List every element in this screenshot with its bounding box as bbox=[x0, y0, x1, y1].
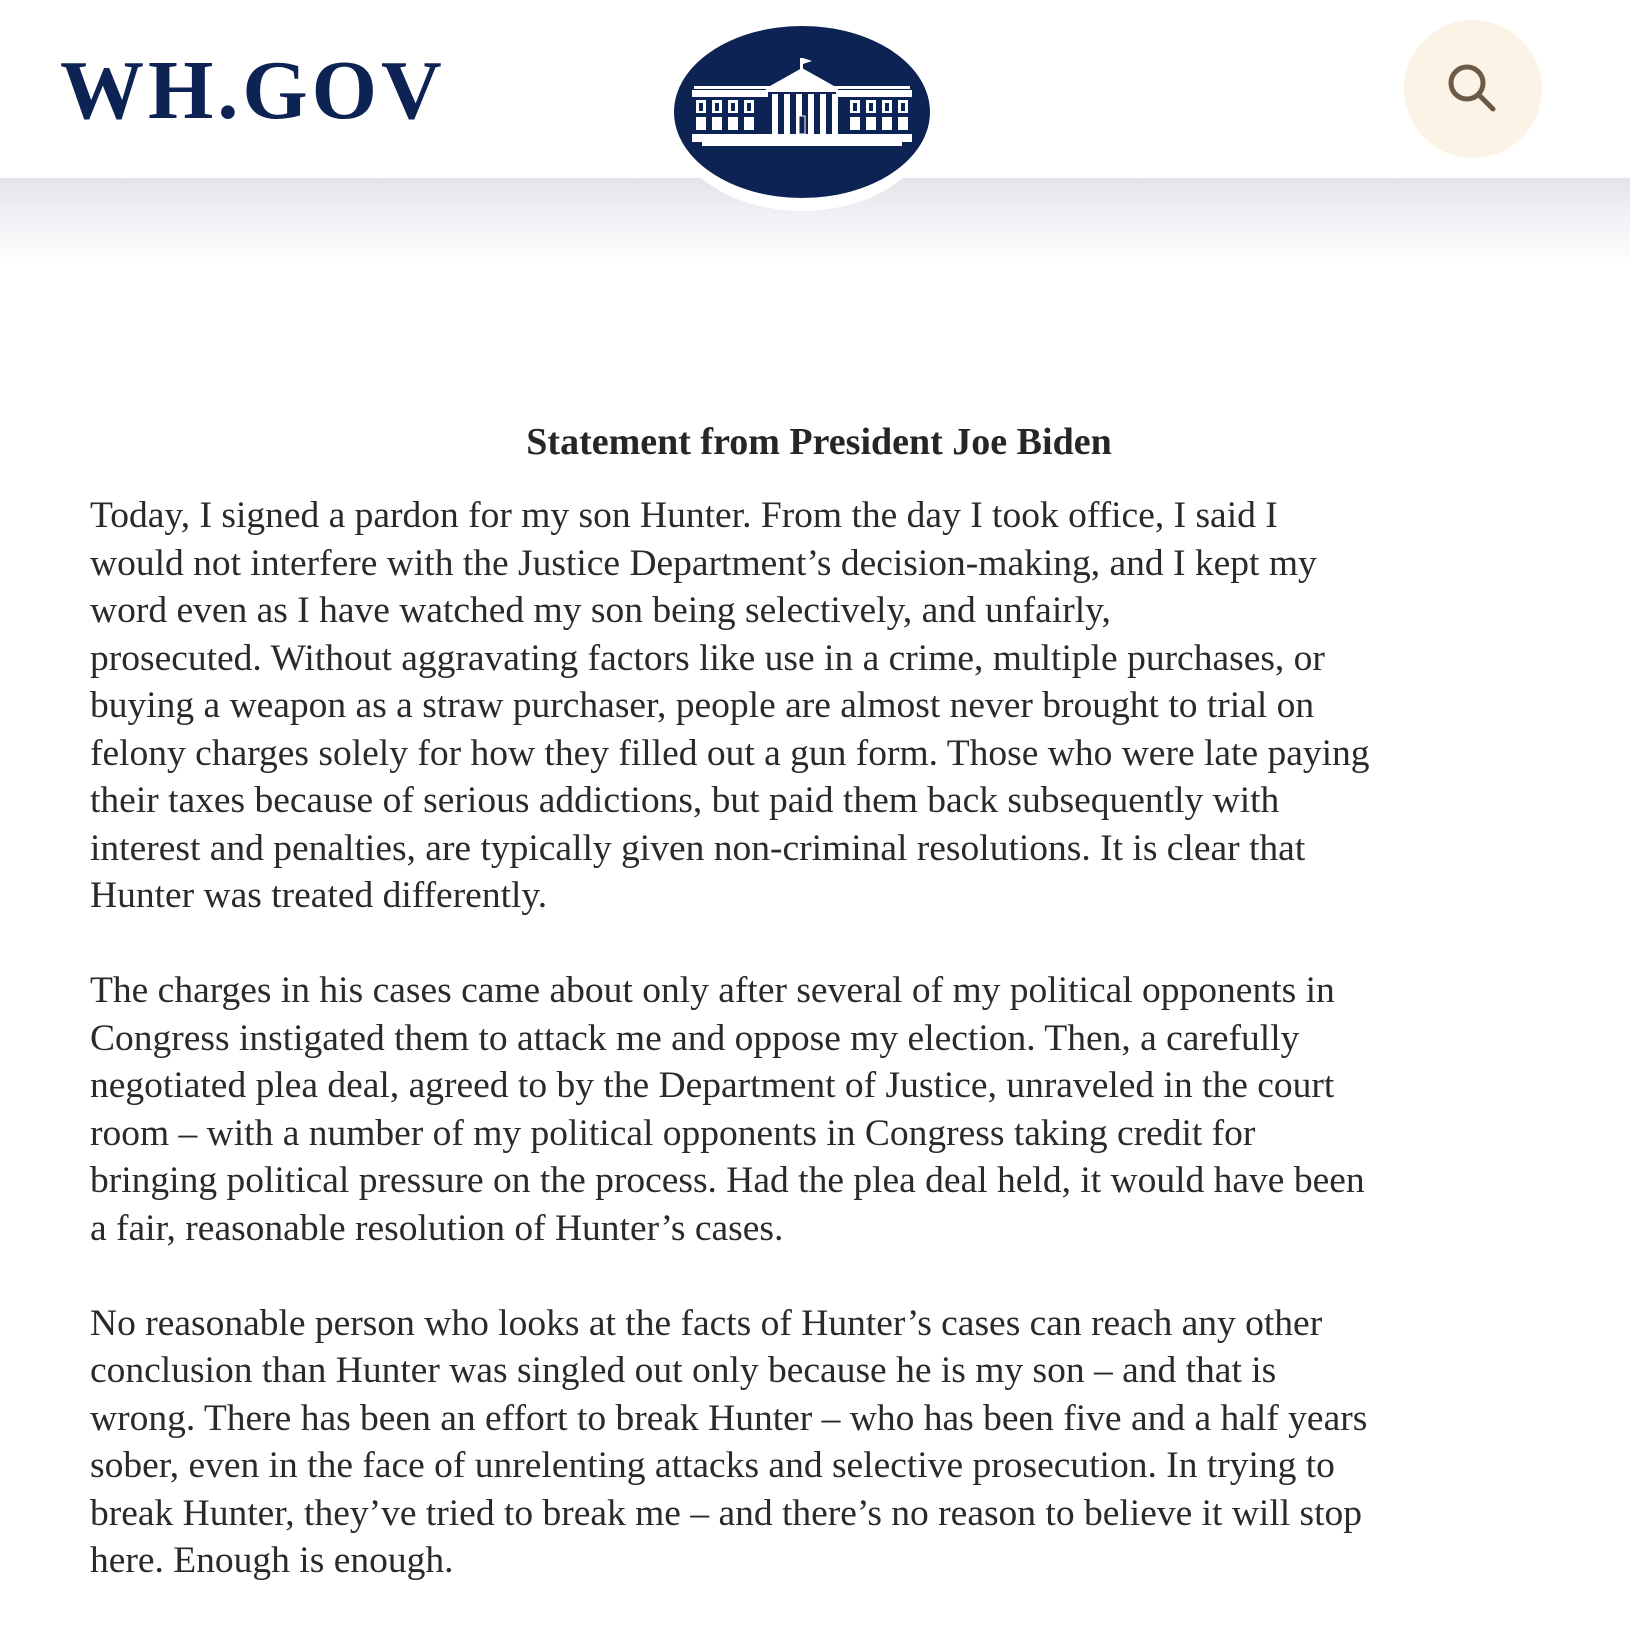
text-line: word even as I have watched my son being selectively, and unfairly, bbox=[90, 590, 1111, 631]
paragraph bbox=[90, 1300, 1560, 1585]
text-line: Today, I signed a pardon for my son Hunter. From the day I took office, I said I bbox=[90, 495, 1278, 536]
white-house-icon bbox=[662, 20, 942, 216]
text-line: Congress instigated them to attack me and oppose my election. Then, a carefully bbox=[90, 1017, 1300, 1059]
text-line: wrong. There has been an effort to break Hunter – who has been five and a half years bbox=[90, 1397, 1368, 1439]
text-line: Hunter was treated differently. bbox=[90, 875, 548, 916]
search-icon bbox=[1443, 59, 1503, 119]
white-house-logo[interactable] bbox=[662, 20, 942, 216]
text-line: their taxes because of serious addictions, but paid them back subsequently with bbox=[90, 780, 1280, 821]
text-line: room – with a number of my political opponents in Congress taking credit for bbox=[90, 1112, 1256, 1154]
text-line: felony charges solely for how they filled out a gun form. Those who were late paying bbox=[90, 732, 1370, 774]
text-line: conclusion than Hunter was singled out only because he is my son – and that is bbox=[90, 1350, 1277, 1391]
text-line: a fair, reasonable resolution of Hunter’s cases. bbox=[90, 1207, 784, 1249]
text-line: break Hunter, they’ve tried to break me – and there’s no reason to believe it will stop bbox=[90, 1492, 1363, 1534]
text-line: buying a weapon as a straw purchaser, people are almost never brought to trial on bbox=[90, 685, 1315, 726]
text-line: bringing political pressure on the process. Had the plea deal held, it would have been bbox=[90, 1160, 1365, 1201]
paragraph bbox=[90, 967, 1560, 1252]
text-line: prosecuted. Without aggravating factors like use in a crime, multiple purchases, or bbox=[90, 637, 1325, 679]
search-button[interactable] bbox=[1404, 20, 1542, 158]
site-wordmark[interactable]: WH.GOV bbox=[60, 44, 446, 137]
text-line: sober, even in the face of unrelenting attacks and selective prosecution. In trying to bbox=[90, 1445, 1335, 1486]
text-line: The charges in his cases came about only after several of my political opponents in bbox=[90, 970, 1335, 1011]
statement-title: Statement from President Joe Biden bbox=[526, 421, 1112, 463]
text-line: here. Enough is enough. bbox=[90, 1540, 454, 1581]
text-line: interest and penalties, are typically given non-criminal resolutions. It is clear that bbox=[90, 827, 1306, 869]
text-line: would not interfere with the Justice Department’s decision-making, and I kept my bbox=[90, 542, 1317, 584]
text-line: No reasonable person who looks at the facts of Hunter’s cases can reach any other bbox=[90, 1302, 1323, 1344]
paragraph bbox=[90, 492, 1560, 920]
text-line: negotiated plea deal, agreed to by the Department of Justice, unraveled in the court bbox=[90, 1065, 1335, 1106]
statement-body bbox=[90, 492, 1560, 1632]
